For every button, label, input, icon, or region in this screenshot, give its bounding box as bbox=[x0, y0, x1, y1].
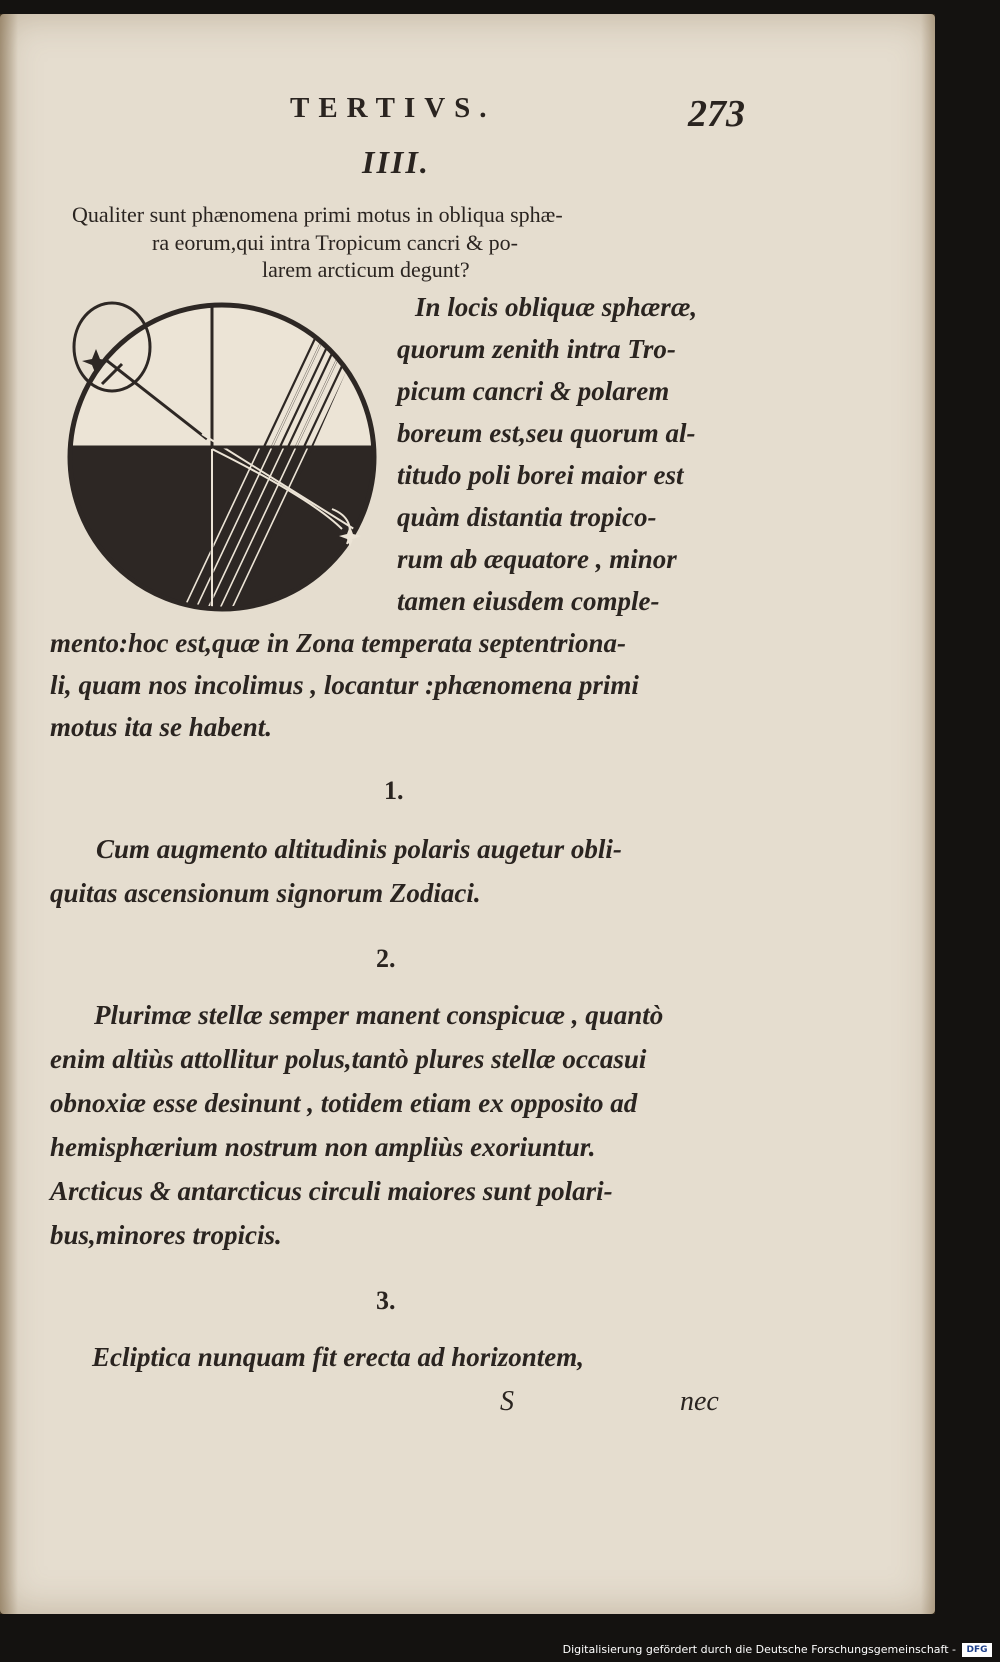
answer-line: picum cancri & polarem bbox=[397, 376, 670, 406]
signature-mark: S bbox=[500, 1386, 514, 1417]
answer-line: rum ab æquatore , minor bbox=[397, 544, 677, 574]
question-line: Qualiter sunt phænomena primi motus in obliqua sphæ- bbox=[72, 202, 563, 227]
item-number: 3. bbox=[376, 1286, 396, 1315]
item-line: Ecliptica nunquam fit erecta ad horizontem, bbox=[92, 1342, 585, 1372]
running-head: TERTIVS. bbox=[290, 92, 496, 124]
answer-line: titudo poli borei maior est bbox=[397, 460, 684, 490]
answer-line: mento:hoc est,quæ in Zona temperata septentriona- bbox=[50, 628, 627, 658]
answer-line: tamen eiusdem comple- bbox=[397, 586, 660, 616]
answer-line: li, quam nos incolimus , locantur :phænomena primi bbox=[50, 670, 639, 700]
answer-line: quorum zenith intra Tro- bbox=[397, 334, 676, 364]
answer-line: motus ita se habent. bbox=[50, 712, 273, 742]
item-line: Arcticus & antarcticus circuli maiores sunt polari- bbox=[50, 1176, 613, 1206]
question-line: ra eorum,qui intra Tropicum cancri & po- bbox=[152, 230, 518, 255]
question-line: larem arcticum degunt? bbox=[262, 257, 470, 282]
page-gutter-shadow bbox=[0, 14, 18, 1614]
item-line: bus,minores tropicis. bbox=[50, 1220, 282, 1250]
dfg-logo-icon: DFG bbox=[962, 1643, 992, 1657]
footer-credit: Digitalisierung gefördert durch die Deutsche Forschungsgemeinschaft - bbox=[562, 1643, 956, 1656]
answer-line: boreum est,seu quorum al- bbox=[397, 418, 696, 448]
book-page bbox=[0, 14, 935, 1614]
answer-line: quàm distantia tropico- bbox=[397, 502, 657, 532]
answer-line: In locis obliquæ sphæræ, bbox=[415, 292, 698, 322]
item-line: Plurimæ stellæ semper manent conspicuæ , quantò bbox=[94, 1000, 664, 1030]
page-number: 273 bbox=[688, 93, 745, 135]
obliqua-sphaera-woodcut bbox=[62, 289, 392, 634]
section-number: IIII. bbox=[362, 144, 430, 180]
item-number: 2. bbox=[376, 944, 396, 973]
item-line: hemisphærium nostrum non ampliùs exoriuntur. bbox=[50, 1132, 596, 1162]
item-number: 1. bbox=[384, 776, 404, 805]
catchword: nec bbox=[680, 1386, 719, 1417]
item-line: obnoxiæ esse desinunt , totidem etiam ex opposito ad bbox=[50, 1088, 638, 1118]
item-line: Cum augmento altitudinis polaris augetur obli- bbox=[96, 834, 622, 864]
page-edge-shadow bbox=[921, 14, 935, 1614]
item-line: enim altiùs attollitur polus,tantò plures stellæ occasui bbox=[50, 1044, 647, 1074]
digitization-footer bbox=[0, 1640, 1000, 1662]
item-line: quitas ascensionum signorum Zodiaci. bbox=[50, 878, 481, 908]
